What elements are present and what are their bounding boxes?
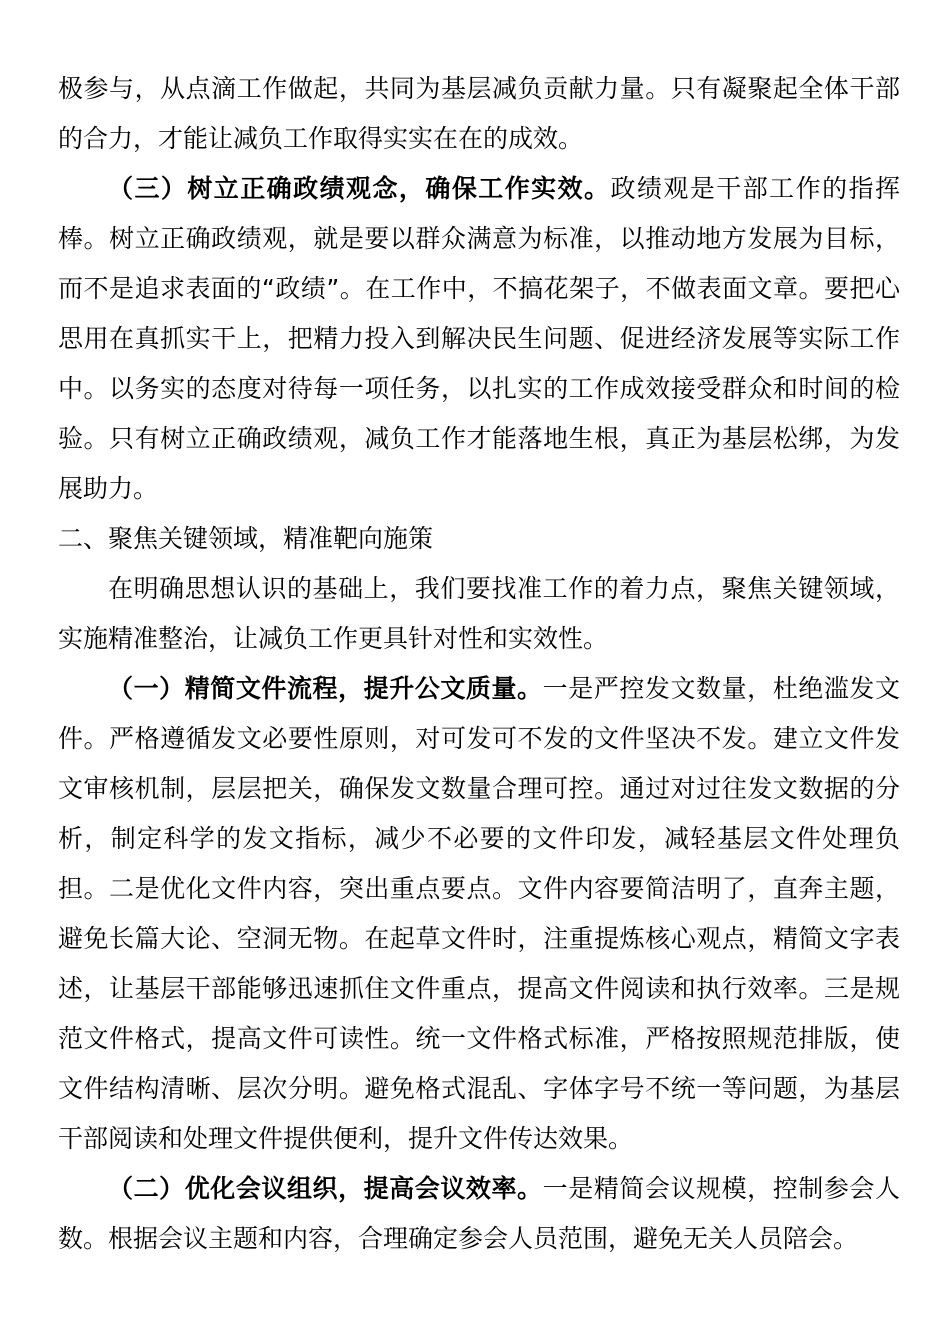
paragraph-4 [58, 664, 900, 1164]
paragraph-5-lead: （二）优化会议组织，提高会议效率。 [108, 1174, 543, 1203]
paragraph-2-body: 政绩观是干部工作的指挥棒。树立正确政绩观，就是要以群众满意为标准，以推动地方发展为目标，而不是追求表面的“政绩”。在工作中，不搞花架子，不做表面文章。要把心思用在真抓实干上，把精力投入到解决民生问题、促进经济发展等实际工作中。以务实的态度对待每一项任务，以扎实的工作成效接受群众和时间的检验。只有树立正确政绩观，减负工作才能落地生根，真正为基层松绑，为发展助力。 [58, 174, 900, 503]
section-heading-2: 二、聚焦关键领域，精准靶向施策 [58, 524, 434, 553]
paragraph-1: 极参与，从点滴工作做起，共同为基层减负贡献力量。只有凝聚起全体干部的合力，才能让减负工作取得实实在在的成效。 [58, 74, 900, 153]
paragraph-4-body: 一是严控发文数量，杜绝滥发文件。严格遵循发文必要性原则，对可发可不发的文件坚决不发。建立文件发文审核机制，层层把关，确保发文数量合理可控。通过对过往发文数据的分析，制定科学的发文指标，减少不必要的文件印发，减轻基层文件处理负担。二是优化文件内容，突出重点要点。文件内容要简洁明了，直奔主题，避免长篇大论、空洞无物。在起草文件时，注重提炼核心观点，精简文字表述，让基层干部能够迅速抓住文件重点，提高文件阅读和执行效率。三是规范文件格式，提高文件可读性。统一文件格式标准，严格按照规范排版，使文件结构清晰、层次分明。避免格式混乱、字体字号不统一等问题，为基层干部阅读和处理文件提供便利，提升文件传达效果。 [58, 674, 900, 1153]
paragraph-4-lead: （一）精简文件流程，提升公文质量。 [108, 674, 543, 703]
paragraph-2 [58, 164, 900, 514]
document-page [58, 64, 900, 1264]
paragraph-2-lead: （三）树立正确政绩观念，确保工作实效。 [108, 174, 611, 203]
paragraph-5 [58, 1164, 900, 1264]
paragraph-3: 在明确思想认识的基础上，我们要找准工作的着力点，聚焦关键领域，实施精准整治，让减负工作更具针对性和实效性。 [58, 574, 900, 653]
paragraph-5-body: 一是精简会议规模，控制参会人数。根据会议主题和内容，合理确定参会人员范围，避免无关人员陪会。 [58, 1174, 900, 1253]
